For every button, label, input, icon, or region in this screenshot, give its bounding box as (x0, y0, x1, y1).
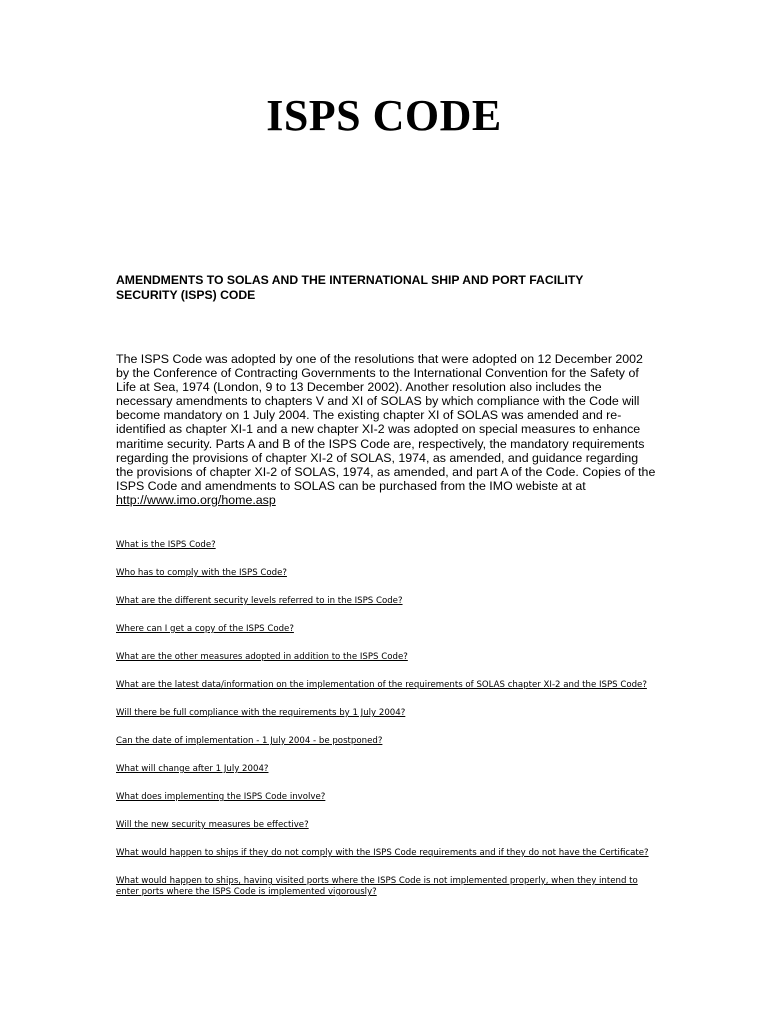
faq-link-who-has-to-comply[interactable]: Who has to comply with the ISPS Code? (116, 568, 287, 578)
faq-item (116, 708, 656, 719)
faq-link-ships-visited-ports[interactable]: What would happen to ships, having visited ports where the ISPS Code is not implemented properly, when they intend to enter ports where the ISPS Code is implemented vigorously? (116, 876, 638, 897)
faq-link-implementing-involve[interactable]: What does implementing the ISPS Code involve? (116, 792, 326, 802)
faq-item (116, 848, 656, 859)
imo-website-link[interactable]: http://www.imo.org/home.asp (116, 492, 276, 507)
faq-link-list (116, 540, 656, 915)
faq-item (116, 820, 656, 831)
section-heading: AMENDMENTS TO SOLAS AND THE INTERNATIONAL SHIP AND PORT FACILITY SECURITY (ISPS) CODE (116, 273, 584, 302)
faq-item (116, 624, 656, 635)
faq-item (116, 540, 656, 551)
faq-link-latest-data[interactable]: What are the latest data/information on the implementation of the requirements of SOLAS chapter XI-2 and the ISPS Code? (116, 680, 647, 690)
faq-item (116, 568, 656, 579)
faq-item (116, 876, 656, 898)
intro-text: The ISPS Code was adopted by one of the resolutions that were adopted on 12 December 2002 by the Conference of Contracting Governments to the International Convention for the Safety of Life at Sea, 1974 (London, 9 to 13 December 2002). Another resolution also includes the necessary amendments to chapters V and XI of SOLAS by which compliance with the Code will become mandatory on 1 July 2004. The existing chapter XI of SOLAS was amended and re-identified as chapter XI-1 and a new chapter XI-2 was adopted on special measures to enhance maritime security. Parts A and B of the ISPS Code are, respectively, the mandatory requirements regarding the provisions of chapter XI-2 of SOLAS, 1974, as amended, and guidance regarding the provisions of chapter XI-2 of SOLAS, 1974, as amended, and part A of the Code. Copies of the ISPS Code and amendments to SOLAS can be purchased from the IMO webiste at at (116, 352, 656, 493)
faq-link-measures-effective[interactable]: Will the new security measures be effective? (116, 820, 309, 830)
faq-link-what-will-change[interactable]: What will change after 1 July 2004? (116, 764, 269, 774)
faq-link-other-measures[interactable]: What are the other measures adopted in addition to the ISPS Code? (116, 652, 408, 662)
faq-link-date-postponed[interactable]: Can the date of implementation - 1 July 2004 - be postponed? (116, 736, 383, 746)
faq-item (116, 764, 656, 775)
faq-link-security-levels[interactable]: What are the different security levels referred to in the ISPS Code? (116, 596, 403, 606)
faq-item (116, 596, 656, 607)
faq-item (116, 736, 656, 747)
faq-item (116, 792, 656, 803)
faq-link-get-copy[interactable]: Where can I get a copy of the ISPS Code? (116, 624, 294, 634)
document-title: ISPS CODE (266, 91, 502, 140)
intro-paragraph (116, 352, 656, 507)
faq-item (116, 680, 656, 691)
faq-link-what-is-isps[interactable]: What is the ISPS Code? (116, 540, 216, 550)
faq-item (116, 652, 656, 663)
faq-link-full-compliance[interactable]: Will there be full compliance with the requirements by 1 July 2004? (116, 708, 406, 718)
faq-link-non-compliant-ships[interactable]: What would happen to ships if they do not comply with the ISPS Code requirements and if they do not have the Certificate? (116, 848, 649, 858)
